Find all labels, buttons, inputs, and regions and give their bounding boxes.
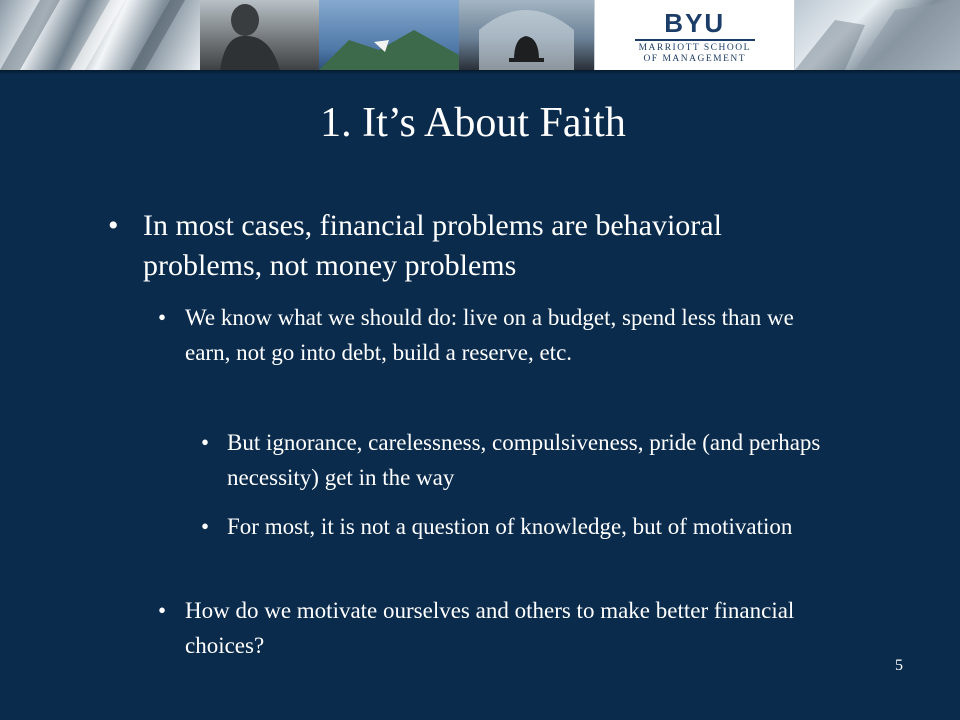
bell-icon (459, 0, 594, 70)
banner-photo-building-glass (0, 0, 200, 70)
slide-title: 1. It’s About Faith (320, 100, 626, 146)
header-photo-banner (0, 0, 960, 70)
bullet-marker: • (158, 598, 167, 623)
mountain-y-icon (319, 0, 459, 70)
byu-marriott-logo (594, 0, 796, 70)
bullet-marker: • (158, 305, 167, 330)
banner-photo-bell (459, 0, 594, 70)
banner-photo-building-modern (795, 0, 960, 70)
bullet-marker: • (108, 209, 119, 242)
bullet-level3-ignorance: But ignorance, carelessness, compulsiveness, pride (and perhaps necessity) get in the way (227, 430, 821, 490)
page-number: 5 (895, 657, 903, 674)
building-stripes-icon (0, 0, 200, 70)
logo-subtitle-line1: MARRIOTT SCHOOL (638, 43, 751, 53)
logo-subtitle-line2: OF MANAGEMENT (643, 54, 747, 64)
bullet-level1: In most cases, financial problems are behavioral problems, not money problems (143, 209, 722, 282)
banner-photo-statue (200, 0, 320, 70)
banner-photo-mountain-y (319, 0, 459, 70)
statue-icon (200, 0, 320, 70)
bullet-level2-question: How do we motivate ourselves and others to make better financial choices? (185, 598, 795, 658)
logo-byu-text: BYU (664, 8, 726, 38)
bullet-level2-budget: We know what we should do: live on a budget, spend less than we earn, not go into debt, build a reserve, etc. (185, 305, 794, 365)
logo-rule (635, 39, 755, 41)
bullet-marker: • (201, 514, 210, 539)
bullet-marker: • (201, 430, 210, 455)
banner-divider (0, 70, 960, 74)
modern-building-icon (795, 0, 960, 70)
bullet-level3-motivation: For most, it is not a question of knowledge, but of motivation (227, 514, 793, 539)
